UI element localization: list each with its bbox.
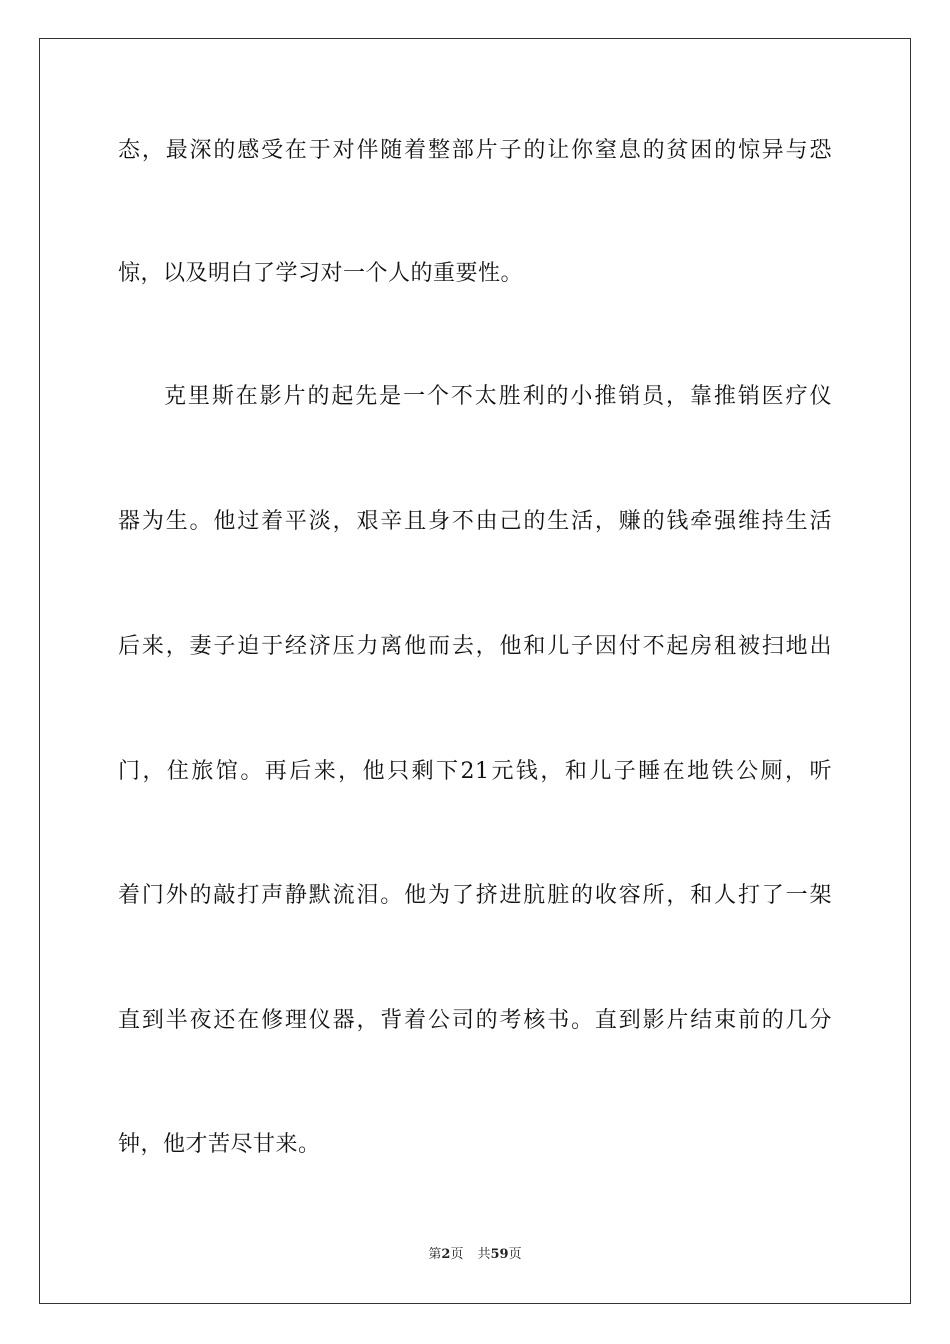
text-line: 着门外的敲打声静默流泪。他为了挤进肮脏的收容所，和人打了一架 bbox=[118, 883, 832, 908]
text-line: 直到半夜还在修理仪器，背着公司的考核书。直到影片结束前的几分 bbox=[118, 1008, 832, 1033]
total-prefix: 共 bbox=[477, 1247, 491, 1262]
total-pages: 59 bbox=[490, 1247, 509, 1262]
page-number: 2 bbox=[441, 1247, 451, 1262]
paragraph-start-line: 克里斯在影片的起先是一个不太胜利的小推销员，靠推销医疗仪 bbox=[164, 384, 832, 409]
text-line: 后来，妻子迫于经济压力离他而去，他和儿子因付不起房租被扫地出 bbox=[118, 634, 832, 659]
page-suffix: 页 bbox=[450, 1247, 464, 1262]
page-footer bbox=[0, 1246, 950, 1264]
text-line: 惊，以及明白了学习对一个人的重要性。 bbox=[118, 261, 524, 286]
text-line: 钟，他才苦尽甘来。 bbox=[118, 1132, 321, 1157]
total-suffix: 页 bbox=[508, 1247, 522, 1262]
text-line: 器为生。他过着平淡，艰辛且身不由己的生活，赚的钱牵强维持生活 bbox=[118, 509, 832, 534]
text-line: 门，住旅馆。再后来，他只剩下21元钱，和儿子睡在地铁公厕，听 bbox=[118, 759, 832, 784]
page-prefix: 第 bbox=[428, 1247, 442, 1262]
page-border bbox=[39, 38, 911, 1304]
text-line: 态，最深的感受在于对伴随着整部片子的让你窒息的贫困的惊异与恐 bbox=[118, 138, 832, 163]
